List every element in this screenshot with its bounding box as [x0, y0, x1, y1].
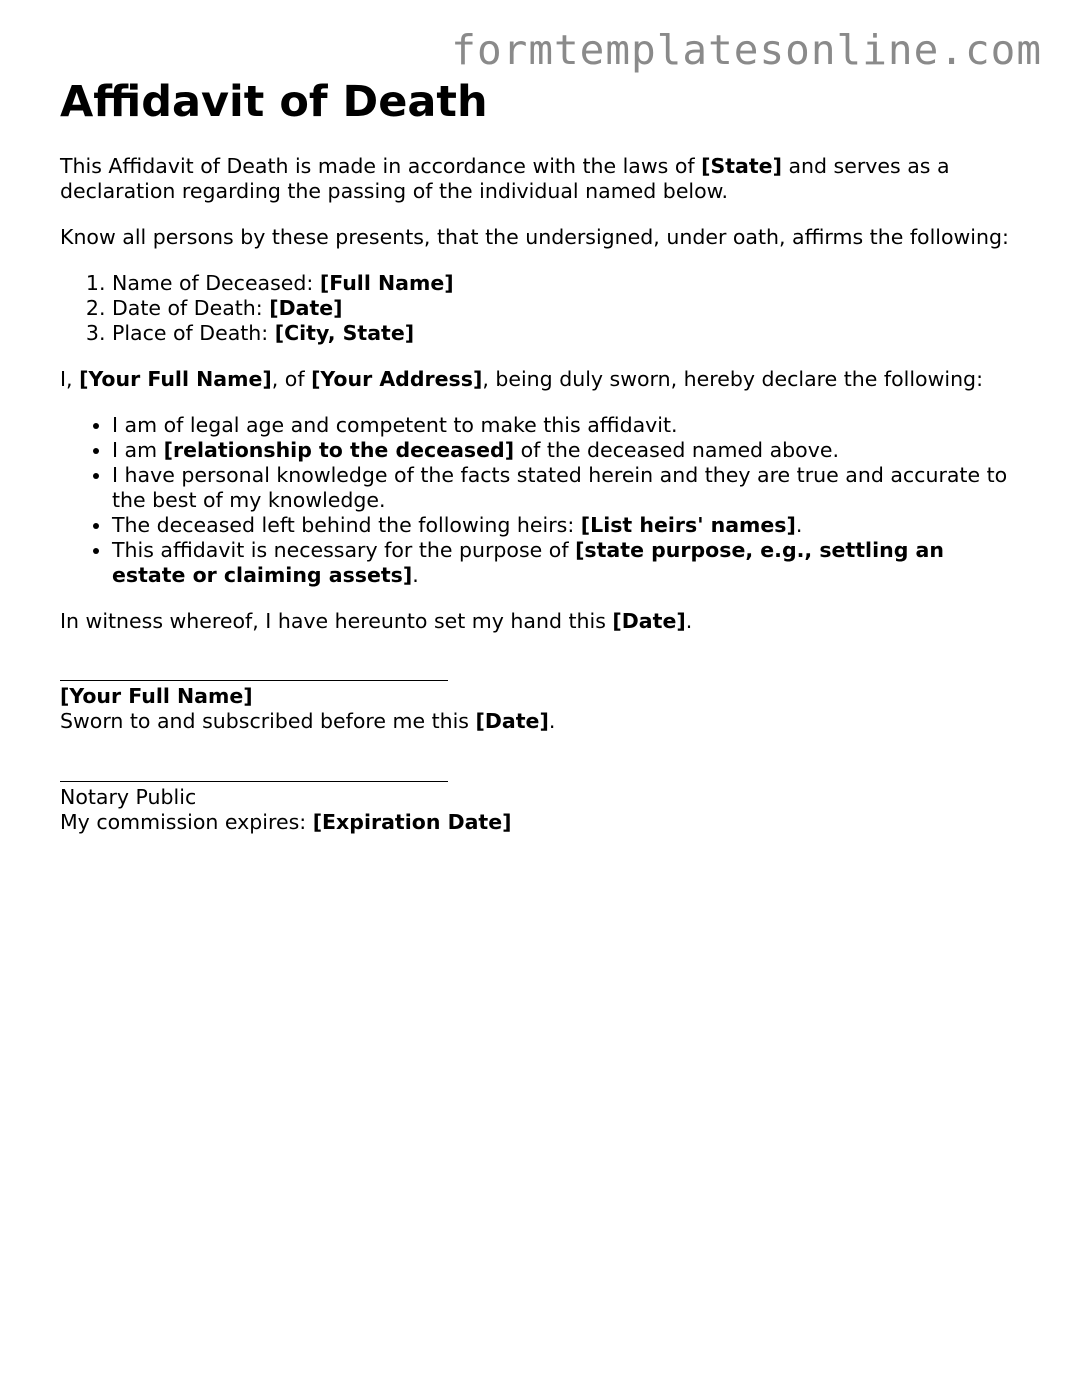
- fact-item-date: [112, 296, 1020, 321]
- sworn-text: Sworn to and subscribed before me this: [60, 709, 476, 733]
- know-all-paragraph: Know all persons by these presents, that the undersigned, under oath, affirms the following:: [60, 225, 1009, 249]
- fact-label: Place of Death:: [112, 321, 275, 345]
- declaration-paragraph: [60, 367, 1020, 392]
- fact-item-place: [112, 321, 1020, 346]
- bullet-text: .: [795, 513, 803, 537]
- relationship-placeholder: [relationship to the deceased]: [163, 438, 515, 462]
- bullet-text: This affidavit is necessary for the purpose of: [112, 538, 576, 562]
- notary-signature-line: [60, 763, 448, 782]
- fact-label: Date of Death:: [112, 296, 270, 320]
- fact-item-name: [112, 271, 1020, 296]
- declaration-bullets: [60, 413, 1020, 588]
- document-title: Affidavit of Death: [60, 77, 488, 127]
- declaration-text: , being duly sworn, hereby declare the following:: [482, 367, 983, 391]
- watermark: formtemplatesonline.com: [451, 26, 1042, 74]
- witness-date-placeholder: [Date]: [612, 609, 686, 633]
- witness-text: .: [685, 609, 693, 633]
- commission-line: [60, 810, 1020, 835]
- bullet-relationship: [112, 438, 1020, 463]
- document-page: [60, 78, 1020, 835]
- fact-value: [Date]: [269, 296, 343, 320]
- bullet-text: The deceased left behind the following heirs:: [112, 513, 581, 537]
- bullet-legal-age: • I am of legal age and competent to make this affidavit.: [112, 413, 1020, 438]
- sworn-date-placeholder: [Date]: [475, 709, 549, 733]
- signature-block: [60, 662, 1020, 835]
- declaration-text: I,: [60, 367, 80, 391]
- witness-paragraph: [60, 609, 1020, 634]
- intro-paragraph: [60, 154, 1020, 204]
- witness-text: In witness whereof, I have hereunto set my hand this: [60, 609, 613, 633]
- sworn-line: [60, 709, 1020, 734]
- declaration-text: , of: [271, 367, 312, 391]
- your-address-placeholder: [Your Address]: [311, 367, 483, 391]
- your-name-placeholder: [Your Full Name]: [79, 367, 272, 391]
- bullet-purpose: [112, 538, 1020, 588]
- intro-text-2: and serves as a declaration regarding the passing of the individual named below.: [60, 154, 950, 203]
- sworn-text: .: [548, 709, 556, 733]
- fact-value: [City, State]: [274, 321, 415, 345]
- commission-text: My commission expires:: [60, 810, 313, 834]
- notary-title: Notary Public: [60, 785, 197, 809]
- bullet-text: .: [412, 563, 419, 587]
- signer-name: [60, 684, 1020, 709]
- facts-list: [60, 271, 1020, 346]
- fact-label: Name of Deceased:: [112, 271, 320, 295]
- purpose-placeholder: [state purpose, e.g., settling an estate or claiming assets]: [112, 538, 944, 587]
- intro-text-1: This Affidavit of Death is made in accordance with the laws of: [60, 154, 702, 178]
- state-placeholder: [State]: [701, 154, 782, 178]
- bullet-knowledge: • I have personal knowledge of the facts stated herein and they are true and accurate to the best of my knowledge.: [112, 463, 1020, 513]
- bullet-text: I am: [112, 438, 164, 462]
- bullet-text: of the deceased named above.: [514, 438, 839, 462]
- expiration-date-placeholder: [Expiration Date]: [312, 810, 512, 834]
- heirs-placeholder: [List heirs' names]: [580, 513, 796, 537]
- signature-line: [60, 662, 448, 681]
- bullet-heirs: [112, 513, 1020, 538]
- fact-value: [Full Name]: [319, 271, 454, 295]
- signer-name-placeholder: [Your Full Name]: [60, 684, 253, 708]
